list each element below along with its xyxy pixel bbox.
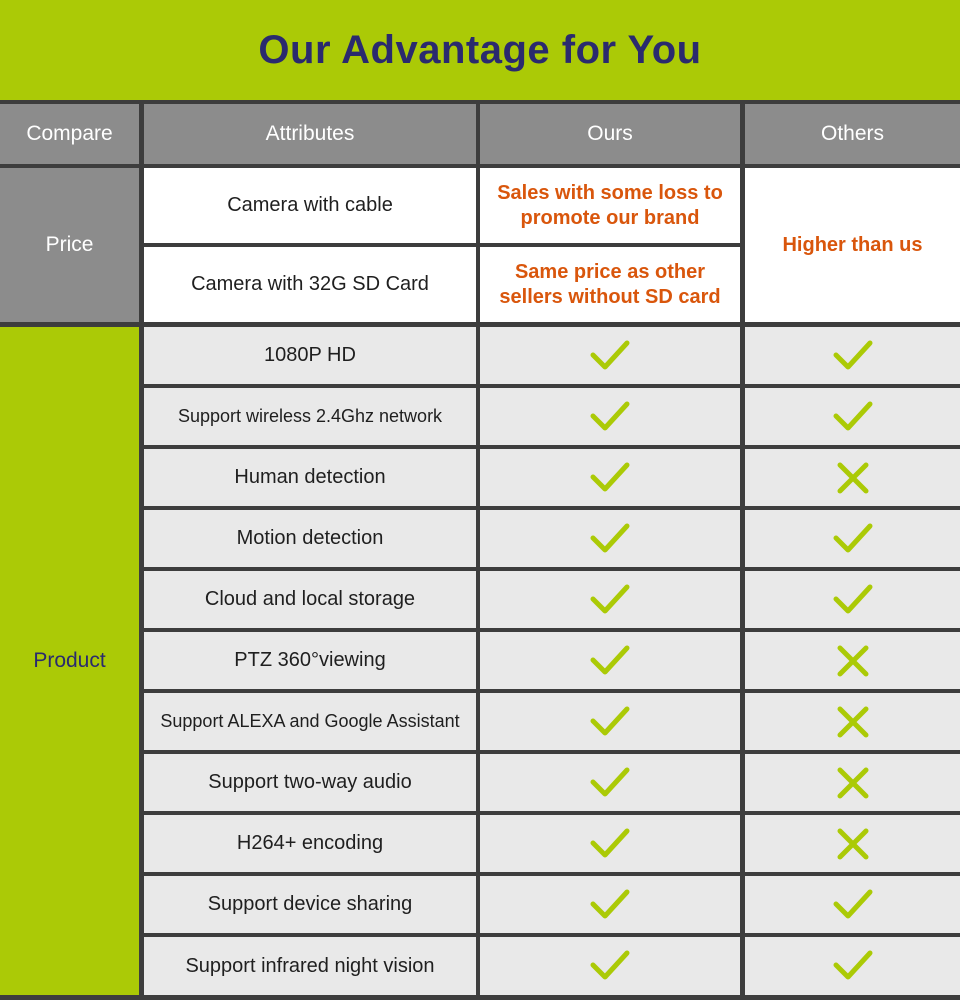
- product-ours-cell: [480, 571, 740, 628]
- check-icon: [833, 949, 873, 983]
- product-others-cell: [745, 693, 960, 750]
- cross-icon: [836, 827, 870, 861]
- product-others-cell: [745, 388, 960, 445]
- price-others: Higher than us: [745, 168, 960, 322]
- price-ours-sd-card: Same price as other sellers without SD card: [480, 247, 740, 322]
- header-others: Others: [745, 104, 960, 164]
- title-bar: [0, 0, 960, 100]
- product-others-cell: [745, 449, 960, 506]
- product-others-cell: [745, 632, 960, 689]
- page-title: Our Advantage for You: [258, 27, 702, 72]
- check-icon: [590, 339, 630, 373]
- product-attribute: Support wireless 2.4Ghz network: [144, 388, 476, 445]
- check-icon: [833, 339, 873, 373]
- check-icon: [590, 583, 630, 617]
- product-others-cell: [745, 754, 960, 811]
- product-attribute: Support two-way audio: [144, 754, 476, 811]
- product-ours-cell: [480, 754, 740, 811]
- cross-icon: [836, 461, 870, 495]
- header-ours: Ours: [480, 104, 740, 164]
- product-ours-cell: [480, 693, 740, 750]
- product-attribute: Motion detection: [144, 510, 476, 567]
- check-icon: [590, 400, 630, 434]
- check-icon: [833, 522, 873, 556]
- check-icon: [590, 766, 630, 800]
- check-icon: [590, 522, 630, 556]
- product-attribute: Support infrared night vision: [144, 937, 476, 995]
- product-attribute: Support device sharing: [144, 876, 476, 933]
- check-icon: [833, 583, 873, 617]
- check-icon: [590, 949, 630, 983]
- product-others-cell: [745, 815, 960, 872]
- product-ours-cell: [480, 388, 740, 445]
- product-attribute: Human detection: [144, 449, 476, 506]
- price-label: Price: [0, 168, 139, 322]
- product-attribute: H264+ encoding: [144, 815, 476, 872]
- product-ours-cell: [480, 876, 740, 933]
- check-icon: [590, 827, 630, 861]
- product-ours-cell: [480, 815, 740, 872]
- cross-icon: [836, 644, 870, 678]
- product-ours-cell: [480, 449, 740, 506]
- check-icon: [590, 888, 630, 922]
- check-icon: [833, 400, 873, 434]
- product-attribute: Cloud and local storage: [144, 571, 476, 628]
- check-icon: [590, 461, 630, 495]
- price-attribute-cable: Camera with cable: [144, 168, 476, 243]
- product-others-cell: [745, 571, 960, 628]
- product-others-cell: [745, 510, 960, 567]
- price-ours-cable: Sales with some loss to promote our brand: [480, 168, 740, 243]
- product-others-cell: [745, 937, 960, 995]
- cross-icon: [836, 766, 870, 800]
- product-attribute: Support ALEXA and Google Assistant: [144, 693, 476, 750]
- product-others-cell: [745, 876, 960, 933]
- product-ours-cell: [480, 937, 740, 995]
- check-icon: [590, 705, 630, 739]
- price-attribute-sd-card: Camera with 32G SD Card: [144, 247, 476, 322]
- product-ours-cell: [480, 510, 740, 567]
- header-attributes: Attributes: [144, 104, 476, 164]
- product-others-cell: [745, 327, 960, 384]
- header-compare: Compare: [0, 104, 139, 164]
- product-attribute: 1080P HD: [144, 327, 476, 384]
- product-ours-cell: [480, 632, 740, 689]
- product-attribute: PTZ 360°viewing: [144, 632, 476, 689]
- check-icon: [590, 644, 630, 678]
- cross-icon: [836, 705, 870, 739]
- check-icon: [833, 888, 873, 922]
- product-ours-cell: [480, 327, 740, 384]
- product-label: Product: [0, 327, 139, 995]
